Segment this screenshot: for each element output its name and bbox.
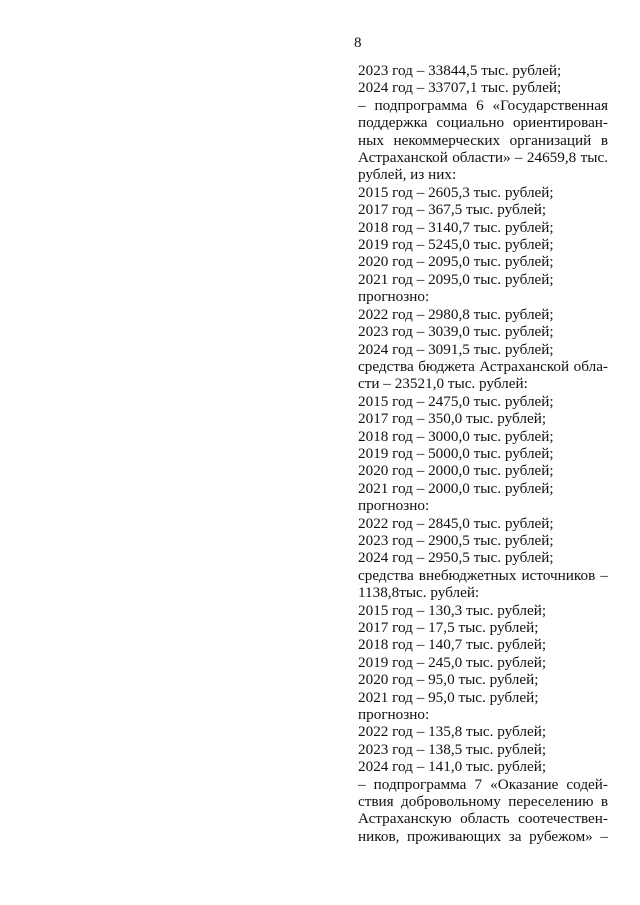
text-line: 2019 год – 245,0 тыс. рублей; [358,653,547,671]
text-line: Астраханскую область соотечествен- [358,810,608,828]
text-line: 2022 год – 135,8 тыс. рублей; [358,723,547,741]
text-line: 2017 год – 350,0 тыс. рублей; [358,410,547,428]
text-line: 2021 год – 2095,0 тыс. рублей; [358,270,554,288]
text-line: ных некоммерческих организаций в [358,131,608,149]
text-line: 2023 год – 2900,5 тыс. рублей; [358,531,554,549]
text-line: поддержка социально ориентирован- [358,114,608,132]
text-line: 2020 год – 95,0 тыс. рублей; [358,671,539,689]
text-line: 2022 год – 2980,8 тыс. рублей; [358,305,554,323]
text-line: 2020 год – 2095,0 тыс. рублей; [358,253,554,271]
text-line: 2023 год – 33844,5 тыс. рублей; [358,62,562,79]
text-line: 2015 год – 2605,3 тыс. рублей; [358,183,554,201]
text-line: 1138,8тыс. рублей: [358,584,480,602]
page-number: 8 [354,35,362,51]
text-line: прогнозно: [358,288,430,306]
text-line: 2020 год – 2000,0 тыс. рублей; [358,462,554,480]
text-line: – подпрограмма 7 «Оказание содей- [358,775,608,793]
text-line: 2021 год – 2000,0 тыс. рублей; [358,479,554,497]
text-line: Астраханской области» – 24659,8 тыс. [358,149,608,167]
text-line: 2017 год – 367,5 тыс. рублей; [358,201,547,219]
text-line: ников, проживающих за рубежом» – [358,827,608,845]
text-line: 2017 год – 17,5 тыс. рублей; [358,619,539,636]
text-line: 2024 год – 2950,5 тыс. рублей; [358,549,554,567]
text-line: 2018 год – 3000,0 тыс. рублей; [358,427,554,445]
text-line: средства бюджета Астраханской обла- [358,357,608,375]
text-line: рублей, из них: [358,166,457,184]
text-line: 2018 год – 140,7 тыс. рублей; [358,636,547,654]
text-line: прогнозно: [358,706,430,724]
text-line: 2018 год – 3140,7 тыс. рублей; [358,218,554,236]
text-line: средства внебюджетных источников – [358,566,608,584]
text-line: 2024 год – 141,0 тыс. рублей; [358,758,547,776]
text-line: прогнозно: [358,497,430,515]
text-line: сти – 23521,0 тыс. рублей: [358,375,528,393]
text-line: 2022 год – 2845,0 тыс. рублей; [358,514,554,532]
text-line: 2015 год – 2475,0 тыс. рублей; [358,392,554,410]
text-line: 2015 год – 130,3 тыс. рублей; [358,601,547,619]
text-line: 2019 год – 5000,0 тыс. рублей; [358,444,554,462]
text-line: 2023 год – 138,5 тыс. рублей; [358,740,547,758]
text-line: 2024 год – 33707,1 тыс. рублей; [358,79,562,97]
text-line: 2024 год – 3091,5 тыс. рублей; [358,340,554,358]
document-text-column [358,62,608,845]
text-line: ствия добровольному переселению в [358,793,608,811]
text-line: – подпрограмма 6 «Государственная [358,96,608,114]
text-line: 2019 год – 5245,0 тыс. рублей; [358,236,554,254]
text-line: 2023 год – 3039,0 тыс. рублей; [358,323,554,341]
text-line: 2021 год – 95,0 тыс. рублей; [358,688,539,706]
